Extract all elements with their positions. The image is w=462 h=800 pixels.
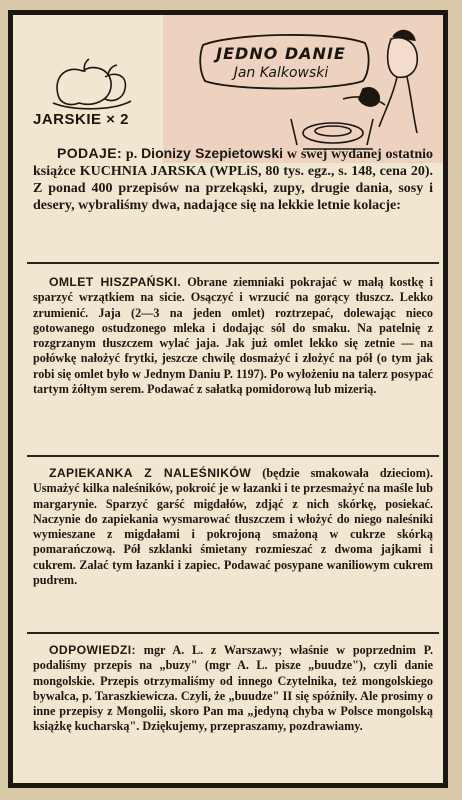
newspaper-clipping: [8, 10, 448, 788]
intro-text: w swej wydanej ostatnio książce KUCHNIA JARSKA (WPLiS, 80 tys. egz., s. 148, cena 20). Z ponad 400 przepisów na przekąski, zupy, drugie dania, sosy i desery, wybraliśmy dwa, nadające się na lekkie letnie kolacje:: [33, 147, 433, 213]
divider-rule: [27, 262, 439, 264]
recipe-zapiekanka: [33, 466, 433, 588]
logo-author: Jan Kalkowski: [233, 65, 329, 81]
recipe-title: OMLET HISZPAŃSKI.: [49, 275, 182, 289]
section-title: JARSKIE × 2: [33, 111, 129, 128]
header-illustration: [13, 15, 443, 165]
recipe-title: ZAPIEKANKA Z NALEŚNIKÓW: [49, 466, 252, 480]
answers-text: mgr A. L. z Warszawy; właśnie w poprzednim P. podaliśmy przepis na „buzy" (mgr A. L. pisze „buudze"), czyli danie mongolskie. Przepis otrzymaliśmy od innego Czytelnika, też mongolskiego bywalca, p. Taraszkiewicza. Czyli, że „buudze" II się spóźniły. Ale prosimy o inne przepisy z Mongolii, skoro Pan ma „jedyną chyba w Polsce mongolską książkę kucharską". Dziękujemy, przepraszamy, pozdrawiamy.: [33, 643, 434, 734]
answers-title: ODPOWIEDZI:: [49, 643, 136, 657]
fruit-icon: [53, 59, 131, 109]
recipe-text: Obrane ziemniaki pokrajać w małą kostkę i sparzyć wrzątkiem na sicie. Osączyć i wrzucić na gorący tłuszcz. Lekko zrumienić. Jaja (2—3 na jeden omlet) roztrzepać, dolewając nieco gotowanego ostudzonego mleka i dodając sól do smaku. Na patelnię z rozgrzanym tłuszczem wylać jaja. Jak już omlet lekko się zetnie — na połówkę nałożyć frytki, jeszcze chwilę dosmażyć i złożyć na pół (o tym jak robi się omlet było w Jednym Daniu P. 1197). Po wyłożeniu na talerz posypać tartym żółtym serem. Podawać z sałatką pomidorową lub mizerią.: [33, 275, 433, 397]
divider-rule: [27, 455, 439, 457]
answers-paragraph: [33, 643, 433, 735]
intro-prefix: p.: [125, 147, 138, 162]
intro-author-name: Dionizy Szepietowski: [141, 145, 284, 161]
intro-lead: PODAJE:: [57, 145, 123, 161]
intro-paragraph: [33, 145, 433, 214]
divider-rule: [27, 632, 439, 634]
recipe-omlet: [33, 275, 433, 397]
logo-title: JEDNO DANIE: [216, 44, 346, 63]
recipe-text: (będzie smakowała dzieciom). Usmażyć kilka naleśników, pokroić je w łazanki i te przesmażyć na maśle lub margarynie. Sparzyć garść migdałów, zdjąć z nich skórkę, posiekać. Naczynie do zapiekania wysmarować tłuszczem i włożyć do niego naleśniki wymieszane z migdałami i pokrojoną smażoną w cukrze skórką pomarańczową. Pół szklanki śmietany rozmieszać z dwoma jajkami i cukrem. Zalać tym łazanki i zapiec. Podawać posypane waniliowym cukrem pudrem.: [33, 466, 433, 588]
